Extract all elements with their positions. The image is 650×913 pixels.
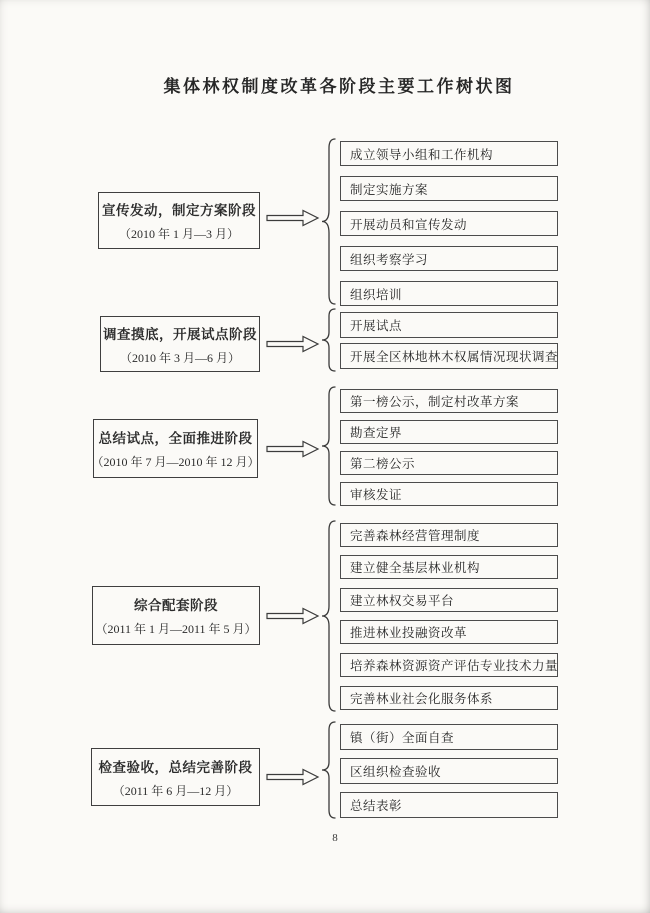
arrow-right-icon [266, 607, 320, 625]
stage-label: 综合配套阶段 [134, 598, 218, 613]
task-box [340, 792, 558, 818]
stage-period: （2011 年 6 月—12 月） [112, 783, 239, 798]
task-label: 推进林业投融资改革 [350, 626, 468, 640]
left-curly-brace-icon [321, 308, 337, 372]
task-box [340, 312, 558, 338]
task-label: 建立健全基层林业机构 [350, 561, 481, 575]
task-box [340, 211, 558, 236]
page-number: 8 [332, 832, 338, 844]
arrow-right-icon [266, 768, 320, 786]
task-label: 组织培训 [350, 287, 403, 302]
stage-period: （2010 年 7 月—2010 年 12 月） [91, 455, 260, 469]
task-box [340, 389, 558, 413]
arrow-right-icon [266, 440, 320, 458]
task-label: 建立林权交易平台 [350, 594, 455, 608]
task-label: 完善林业社会化服务体系 [350, 692, 494, 706]
task-box [340, 451, 558, 475]
task-label: 培养森林资源资产评估专业技术力量 [350, 659, 559, 673]
left-curly-brace-icon [321, 520, 337, 712]
page-title: 集体林权制度改革各阶段主要工作树状图 [163, 77, 515, 96]
stage-label: 总结试点，全面推进阶段 [98, 431, 253, 446]
stage-box-4 [92, 586, 260, 645]
stage-box-3 [93, 419, 258, 478]
task-box [340, 482, 558, 506]
stage-period: （2011 年 1 月—2011 年 5 月） [95, 622, 257, 636]
task-label: 组织考察学习 [350, 252, 429, 267]
stage-box-5 [91, 748, 260, 806]
stage-box-2 [100, 316, 260, 372]
task-label: 总结表彰 [350, 799, 403, 813]
task-label: 完善森林经营管理制度 [350, 529, 481, 543]
stage-box-1 [98, 192, 260, 249]
task-box [340, 555, 558, 579]
task-label: 开展全区林地林木权属情况现状调查 [350, 350, 559, 364]
task-box [340, 653, 558, 677]
task-box [340, 281, 558, 306]
arrow-right-icon [266, 209, 320, 227]
task-label: 镇（街）全面自查 [350, 731, 455, 745]
left-curly-brace-icon [321, 721, 337, 819]
arrow-right-icon [266, 335, 320, 353]
task-label: 审核发证 [350, 488, 403, 502]
task-label: 第二榜公示 [350, 457, 416, 471]
stage-label: 宣传发动，制定方案阶段 [102, 203, 256, 218]
task-box [340, 420, 558, 444]
stage-period: （2010 年 3 月—6 月） [119, 350, 240, 365]
left-curly-brace-icon [321, 386, 337, 506]
task-label: 开展动员和宣传发动 [350, 217, 468, 232]
task-label: 开展试点 [350, 319, 403, 333]
task-label: 区组织检查验收 [350, 765, 442, 779]
task-box [340, 176, 558, 201]
task-label: 第一榜公示，制定村改革方案 [350, 395, 520, 409]
task-box [340, 686, 558, 710]
stage-period: （2010 年 1 月—3 月） [118, 227, 239, 241]
task-box [340, 343, 558, 369]
task-label: 勘查定界 [350, 426, 403, 440]
stage-label: 检查验收，总结完善阶段 [98, 759, 253, 775]
task-label: 制定实施方案 [350, 182, 429, 197]
task-box [340, 620, 558, 644]
task-box [340, 724, 558, 750]
task-box [340, 141, 558, 166]
left-curly-brace-icon [321, 138, 337, 305]
task-box [340, 588, 558, 612]
task-box [340, 758, 558, 784]
stage-label: 调查摸底，开展试点阶段 [103, 326, 257, 342]
task-box [340, 523, 558, 547]
task-label: 成立领导小组和工作机构 [350, 147, 494, 162]
task-box [340, 246, 558, 271]
